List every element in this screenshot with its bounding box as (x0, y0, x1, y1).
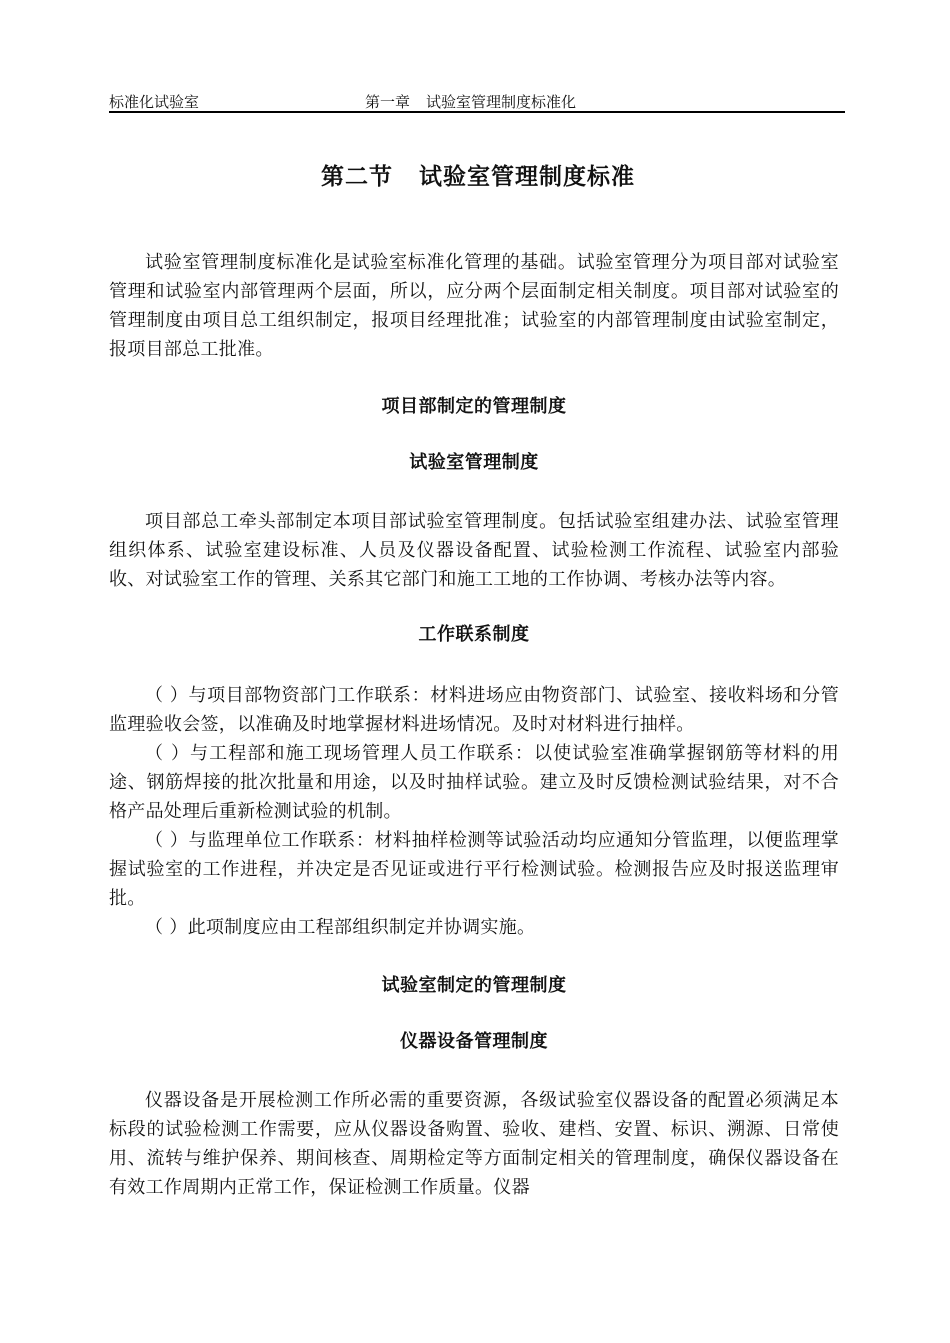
section-title (117, 160, 839, 194)
header-book-title: 标准化试验室 (109, 93, 200, 111)
intro-paragraph: 试验室管理制度标准化是试验室标准化管理的基础。试验室管理分为项目部对试验室管理和试验室内部管理两个层面，所以，应分两个层面制定相关制度。项目部对试验室的管理制度由项目总工组织制定，报项目经理批准；试验室的内部管理制度由试验室制定，报项目部总工批准。 (109, 252, 839, 360)
equipment-management-heading: 仪器设备管理制度 (400, 1031, 548, 1052)
work-liaison-heading: 工作联系制度 (418, 624, 530, 645)
header-chapter-title: 试验室管理制度标准化 (426, 93, 577, 111)
liaison-item: （ ）与监理单位工作联系：材料抽样检测等试验活动均应通知分管监理，以便监理掌握试验室的工作进程，并决定是否见证或进行平行检测试验。检测报告应及时报送监理审批。 (109, 830, 839, 909)
equipment-management-paragraph: 仪器设备是开展检测工作所必需的重要资源，各级试验室仪器设备的配置必须满足本标段的试验检测工作需要，应从仪器设备购置、验收、建档、安置、标识、溯源、日常使用、流转与维护保养、期间核查、周期检定等方面制定相关的管理制度，确保仪器设备在有效工作周期内正常工作，保证检测工作质量。仪器 (109, 1090, 839, 1198)
part2-heading: 试验室制定的管理制度 (381, 975, 567, 996)
section-title-text: 试验室管理制度标准 (419, 164, 635, 190)
header-chapter (365, 92, 576, 112)
liaison-item: （ ）与项目部物资部门工作联系：材料进场应由物资部门、试验室、接收料场和分管监理验收会签，以准确及时地掌握材料进场情况。及时对材料进行抽样。 (109, 685, 839, 735)
lab-management-paragraph: 项目部总工牵头部制定本项目部试验室管理制度。包括试验室组建办法、试验室管理组织体系、试验室建设标准、人员及仪器设备配置、试验检测工作流程、试验室内部验收、对试验室工作的管理、关系其它部门和施工工地的工作协调、考核办法等内容。 (109, 511, 839, 590)
page-header (109, 92, 845, 112)
liaison-item: （ ）此项制度应由工程部组织制定并协调实施。 (145, 917, 536, 938)
lab-management-heading: 试验室管理制度 (409, 452, 539, 473)
section-number: 第二节 (321, 164, 393, 190)
liaison-item: （ ）与工程部和施工现场管理人员工作联系：以使试验室准确掌握钢筋等材料的用途、钢筋焊接的批次批量和用途，以及时抽样试验。建立及时反馈检测试验结果，对不合格产品处理后重新检测试验的机制。 (109, 743, 839, 822)
page-body (109, 160, 839, 1202)
header-rule (109, 111, 845, 113)
part1-heading: 项目部制定的管理制度 (381, 396, 567, 417)
header-chapter-number: 第一章 (365, 93, 411, 111)
